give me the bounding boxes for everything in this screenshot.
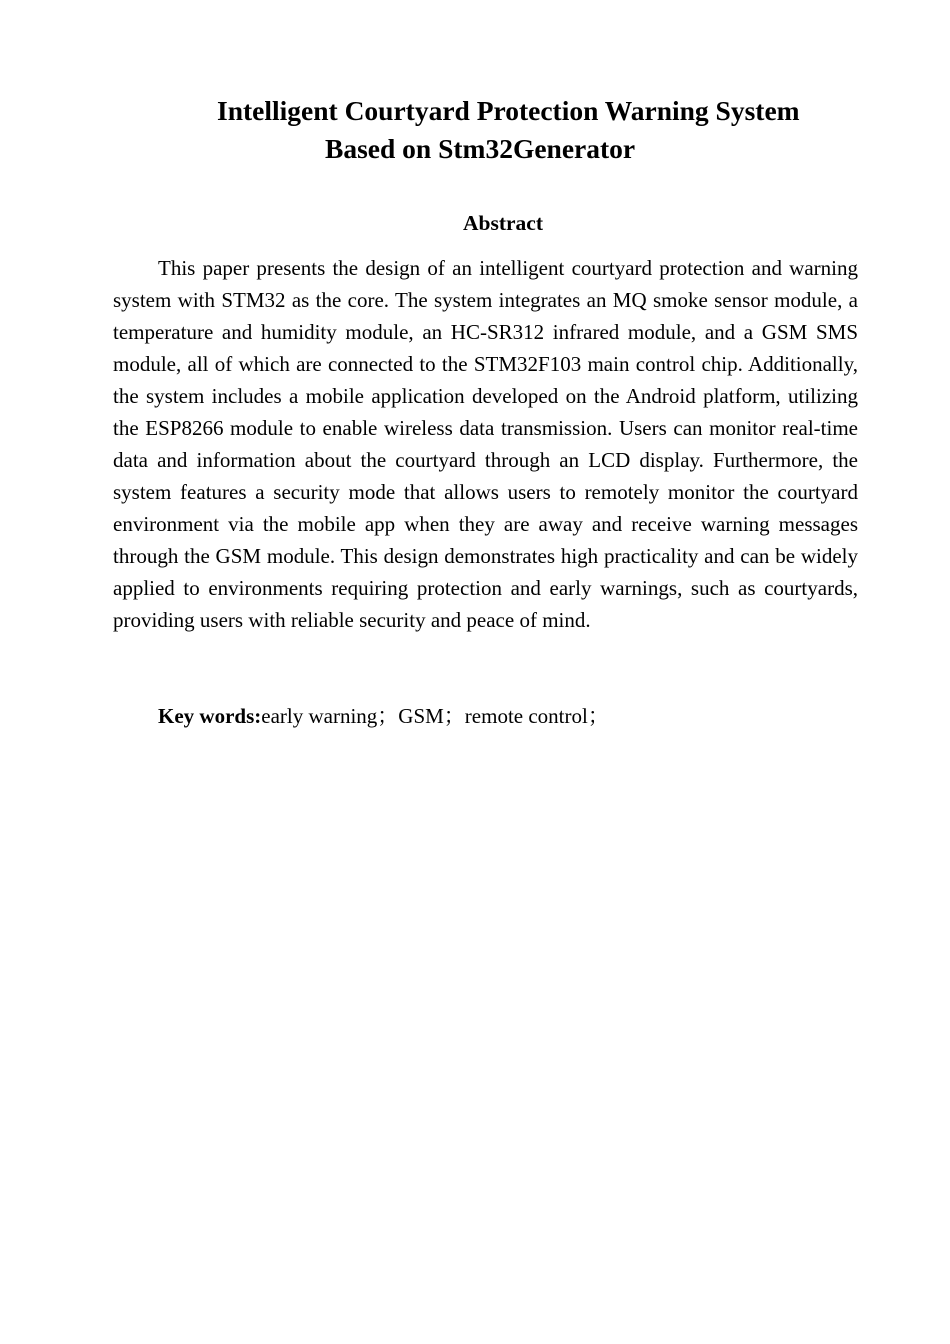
paper-title (113, 92, 858, 168)
paper-title-line-1: Intelligent Courtyard Protection Warning System (217, 95, 800, 126)
abstract-heading: Abstract (462, 211, 543, 235)
abstract-body: This paper presents the design of an intelligent courtyard protection and warning system with STM32 as the core. The system integrates an MQ smoke sensor module, a temperature and humidity module, an HC-SR312 infrared module, and a GSM SMS module, all of which are connected to the STM32F103 main control chip. Additionally, the system includes a mobile application developed on the Android platform, utilizing the ESP8266 module to enable wireless data transmission. Users can monitor real-time data and information about the courtyard through an LCD display. Furthermore, the system features a security mode that allows users to remotely monitor the courtyard environment via the mobile app when they are away and receive warning messages through the GSM module. This design demonstrates high practicality and can be widely applied to environments requiring protection and early warnings, such as courtyards, providing users with reliable security and peace of mind. (113, 256, 858, 632)
keywords-text: early warning；GSM；remote control； (261, 704, 609, 728)
keywords (158, 700, 858, 732)
keywords-label: Key words: (158, 704, 262, 728)
paper-title-line-2: Based on Stm32Generator (325, 133, 636, 164)
